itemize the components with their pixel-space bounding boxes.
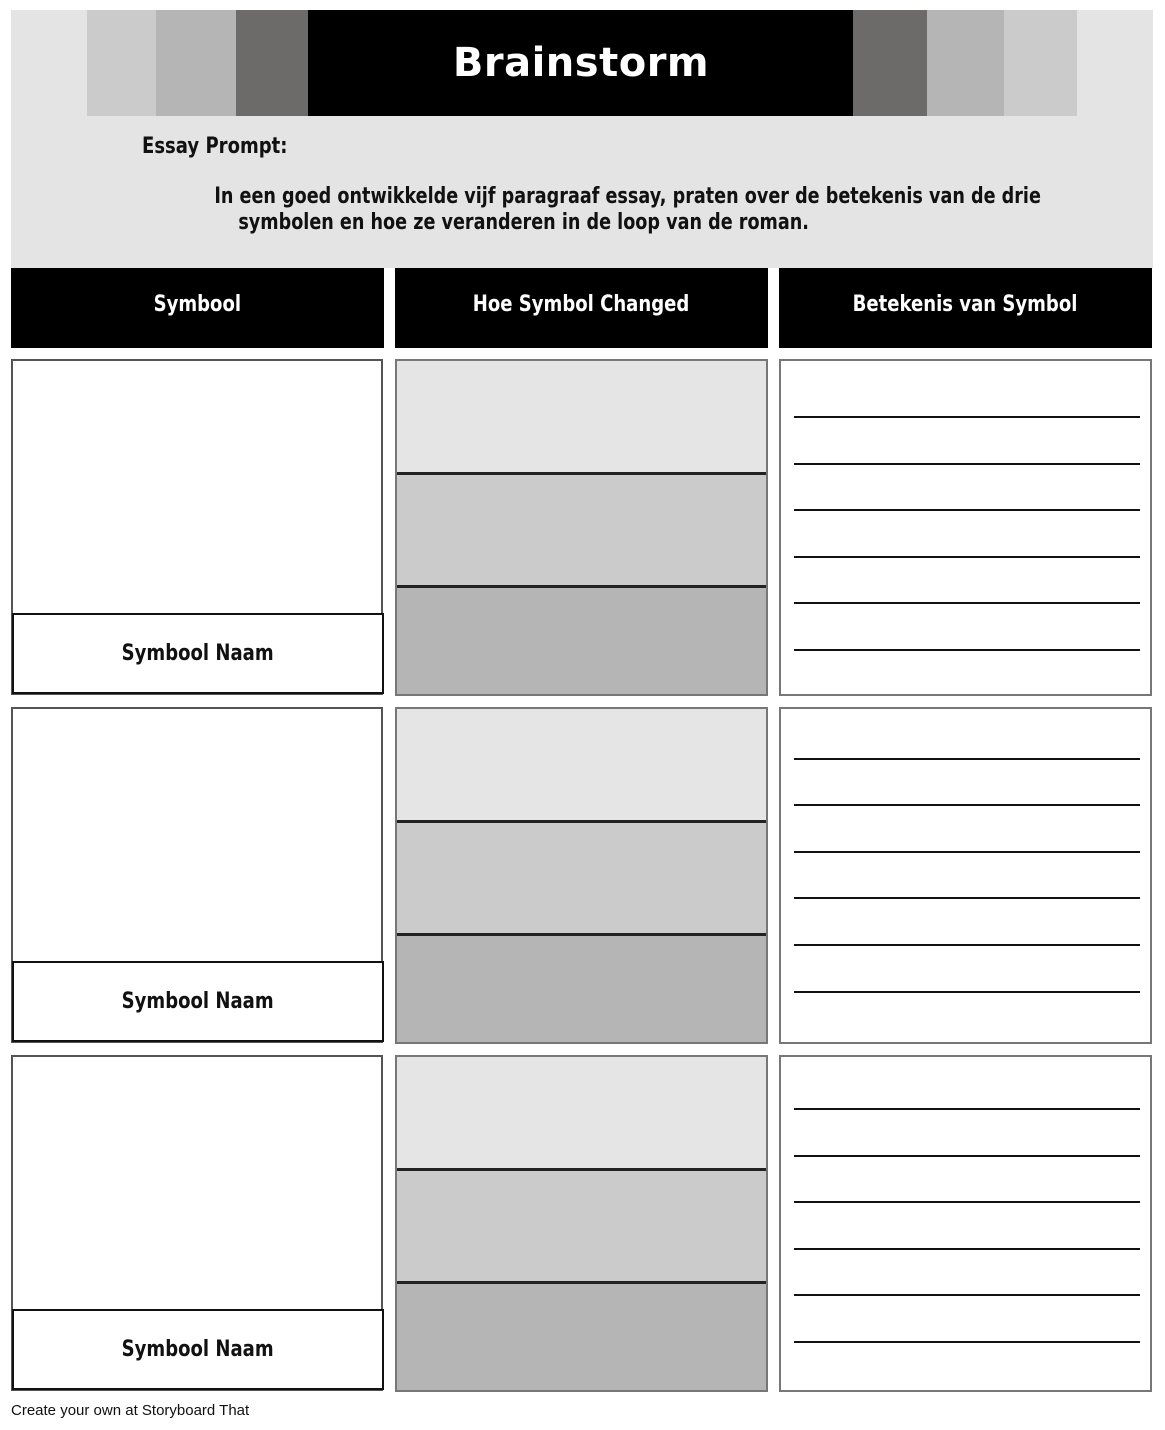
writing-line [794,944,1140,946]
writing-line [794,1155,1140,1157]
change-stage-2[interactable] [397,1168,766,1281]
change-stage-3[interactable] [397,933,766,1044]
column-header-symbol [11,268,384,348]
column-header-symbol-label: Symbool [153,292,242,317]
symbol-name-label: Symbool Naam [122,641,274,666]
header-band-light-right [1004,10,1077,116]
column-header-meaning [779,268,1152,348]
change-stage-1[interactable] [397,361,766,472]
footer-credit-link[interactable]: Create your own at Storyboard That [11,1402,250,1419]
writing-line [794,416,1140,418]
writing-line [794,758,1140,760]
writing-line [794,1341,1140,1343]
symbol-change-box[interactable] [395,1055,768,1392]
title-bar [308,10,854,116]
writing-line [794,1248,1140,1250]
essay-prompt-label: Essay Prompt: [142,134,288,159]
writing-line [794,463,1140,465]
change-stage-2[interactable] [397,820,766,933]
header-band-dark-left [236,10,309,116]
symbol-meaning-box[interactable] [779,1055,1152,1392]
change-stage-1[interactable] [397,709,766,820]
writing-line [794,509,1140,511]
symbol-meaning-box[interactable] [779,707,1152,1044]
header-band-dark-right [853,10,928,116]
symbol-drawing-box[interactable] [11,707,383,1043]
symbol-name-box[interactable] [12,1309,384,1390]
essay-prompt-text [111,184,1041,236]
writing-line [794,991,1140,993]
writing-line [794,851,1140,853]
symbol-change-box[interactable] [395,359,768,696]
change-stage-2[interactable] [397,472,766,585]
column-header-change-label: Hoe Symbol Changed [473,292,690,317]
header-band-light-left [87,10,157,116]
column-header-meaning-label: Betekenis van Symbol [853,292,1078,317]
symbol-meaning-box[interactable] [779,359,1152,696]
change-stage-1[interactable] [397,1057,766,1168]
page-title: Brainstorm [452,40,710,86]
writing-line [794,1201,1140,1203]
symbol-drawing-box[interactable] [11,1055,383,1391]
symbol-name-box[interactable] [12,613,384,694]
writing-line [794,897,1140,899]
writing-line [794,804,1140,806]
writing-line [794,556,1140,558]
column-header-change [395,268,768,348]
symbol-name-label: Symbool Naam [122,1337,274,1362]
header-panel [11,10,1153,268]
header-band-mid-right [927,10,1005,116]
symbol-drawing-box[interactable] [11,359,383,695]
symbol-name-label: Symbool Naam [122,989,274,1014]
writing-line [794,602,1140,604]
symbol-change-box[interactable] [395,707,768,1044]
essay-prompt-line-1: In een goed ontwikkelde vijf paragraaf essay, praten over de betekenis van de drie [214,184,1041,209]
symbol-name-box[interactable] [12,961,384,1042]
change-stage-3[interactable] [397,585,766,696]
writing-line [794,1108,1140,1110]
essay-prompt-line-2: symbolen en hoe ze veranderen in de loop van de roman. [238,210,810,235]
header-band-mid-left [156,10,237,116]
writing-line [794,649,1140,651]
change-stage-3[interactable] [397,1281,766,1392]
writing-line [794,1294,1140,1296]
